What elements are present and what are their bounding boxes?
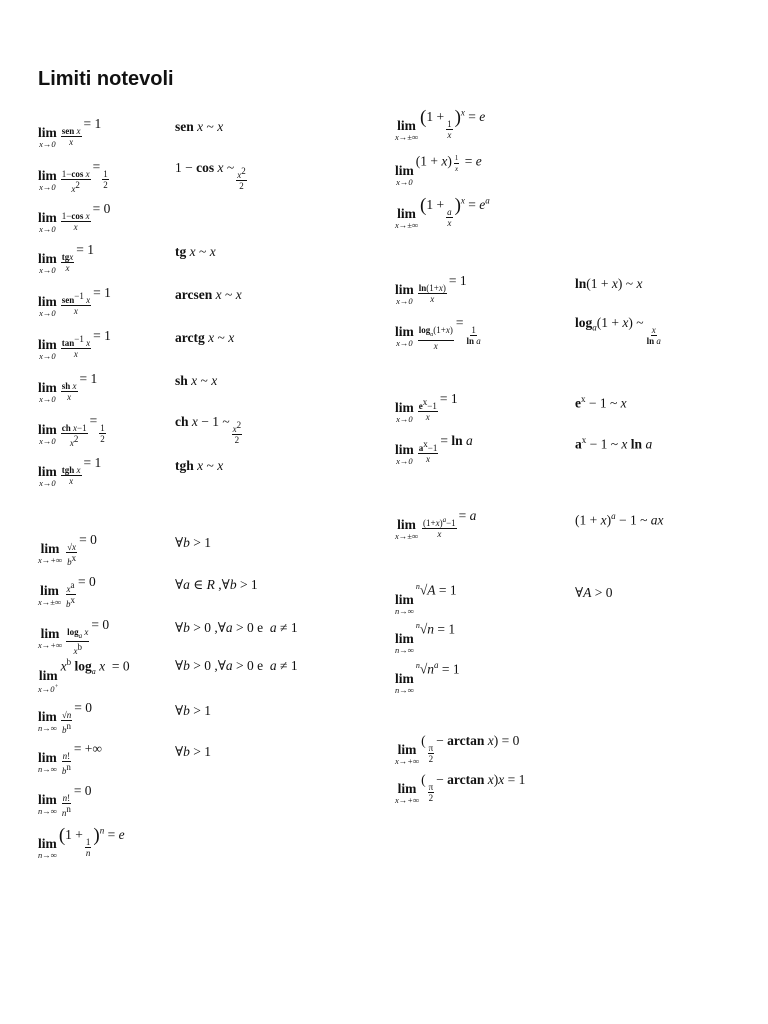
formula-1-plus-a-over-x: lim x→±∞ (1 + $\frac{a}{x}$ )$^x = e^a$ (395, 195, 490, 230)
formula-xb-loga-0plus: lim x→0+ $x^b$ $\log_a x = 0$ (38, 657, 130, 694)
note-exp: $e^x - 1$ ~ x (575, 394, 627, 411)
formula-1-plus-x-root: lim x→0 (1 + x) $^{\frac{1}{x}}$ = e (395, 153, 482, 187)
formula-nfact-over-nn: lim n→∞ $\frac{n!}{n^n}$ = 0 (38, 783, 92, 818)
formula-ch-limit: lim x→0 $\frac{\text{ch x−1}}{x^2}$ = $\frac{1}{2}$ (38, 413, 105, 448)
note-ch: ch x − 1 ~ $\frac{x^2}{2}$ (175, 414, 242, 445)
formula-pi2-minus-arctan: lim x→+∞ ( $\frac{\pi}{2}$ − arctan x) = 0 (395, 733, 520, 766)
formula-1-plus-1-over-n: lim n→∞ (1 + $\frac{1}{n}$ )$^n$ = e (38, 825, 125, 860)
note-ln: ln(1 + x) ~ x (575, 276, 643, 291)
formula-ln-1-plus-x: lim x→0 $\frac{\ln(1+x)}{x}$ = 1 (395, 273, 467, 306)
note-cos: 1 − cos x ~ $\frac{x^2}{2}$ (175, 160, 246, 191)
formula-arcsen-limit: lim x→0 $\frac{sen^{-1} x}{x}$ = 1 (38, 285, 111, 318)
formula-1-cos-over-x2: lim x→0 $\frac{\text{1−cos x}}{x^2}$ = $\frac{1}{2}$ (38, 159, 108, 194)
note-tg: tg x ~ x (175, 244, 216, 259)
note-sh: sh x ~ x (175, 373, 218, 388)
note-b-gt-1-a: ∀b > 1 (175, 535, 212, 550)
formula-nfact-over-bn: lim n→∞ $\frac{n!}{b^n}$ = +∞ (38, 741, 103, 776)
note-pow: $(1 + x)^a - 1$ ~ ax (575, 511, 664, 528)
note-b-gt-1-b: ∀b > 1 (175, 703, 212, 718)
note-aexp: $a^x - 1$ ~ x ln a (575, 435, 653, 452)
note-log-cond-a: ∀b > 0 ,∀a > 0 e a ≠ 1 (175, 620, 298, 635)
note-arctg: arctg x ~ x (175, 330, 235, 345)
formula-nth-root-na: lim n→∞ $^n√n^a = 1$ (395, 660, 460, 695)
note-loga: $\log_a(1 + x)$ ~ $\frac{x}{\text{ln a}}$ (575, 315, 661, 346)
note-log-cond-b: ∀b > 0 ,∀a > 0 e a ≠ 1 (175, 658, 298, 673)
formula-tg-limit: lim x→0 $\frac{\text{tgx}}{x}$ = 1 (38, 242, 94, 275)
formula-xa-over-bx: lim x→±∞ $\frac{x^a}{b^x}$ = 0 (38, 574, 96, 609)
formula-sin-limit: lim x→0 $\frac{\text{sen x}}{x}$ = 1 (38, 116, 102, 149)
formula-1-cos-over-x: lim x→0 $\frac{\text{1−cos x}}{x}$ = 0 (38, 201, 111, 234)
page-title: Limiti notevoli (38, 68, 174, 90)
formula-loga-1-plus-x: lim x→0 $\frac{\log_a(1+x)}{x}$ = $\frac{1}{\text{ln a}}$ (395, 315, 481, 351)
note-tgh: tgh x ~ x (175, 458, 224, 473)
formula-1-plus-x-pow-a: lim x→±∞ $\frac{(1+x)^a-1}{x}$ = a (395, 508, 477, 541)
formula-sqrt-n-over-bn: lim n→∞ $\frac{√n}{b^n}$ = 0 (38, 700, 93, 735)
note-arcsen: arcsen x ~ x (175, 287, 242, 302)
formula-1-plus-1-over-x: lim x→±∞ (1 + $\frac{1}{x}$ )$^x$ = e (395, 107, 486, 142)
formula-ax-minus-1: lim x→0 $\frac{a^x-1}{x}$ = ln a (395, 433, 473, 466)
formula-sqrt-over-bx: lim x→+∞ $\frac{√x}{b^x}$ = 0 (38, 532, 97, 567)
formula-sh-limit: lim x→0 $\frac{\text{sh x}}{x}$ = 1 (38, 371, 98, 404)
note-a-gt-0: ∀A > 0 (575, 585, 613, 600)
formula-nth-root-a: lim n→∞ $^n$√A = 1 (395, 582, 457, 616)
formula-arctan-limit: lim x→0 $\frac{\tan^{-1} x}{x}$ = 1 (38, 328, 111, 361)
note-sen: sen x ~ x (175, 119, 224, 134)
formula-loga-over-xb: lim x→+∞ $\frac{\log_a x}{x^b}$ = 0 (38, 617, 110, 656)
formula-nth-root-n: lim n→∞ $^n$√n = 1 (395, 621, 456, 655)
formula-pi2-minus-arctan-times-x: lim x→+∞ ( $\frac{\pi}{2}$ − arctan x)x = 1 (395, 772, 526, 805)
note-b-gt-1-c: ∀b > 1 (175, 744, 212, 759)
formula-ex-minus-1: lim x→0 $\frac{e^x-1}{x}$ = 1 (395, 391, 458, 424)
note-a-in-r: ∀a ∈ R ,∀b > 1 (175, 577, 258, 592)
formula-tgh-limit: lim x→0 $\frac{\text{tgh x}}{x}$ = 1 (38, 455, 102, 488)
